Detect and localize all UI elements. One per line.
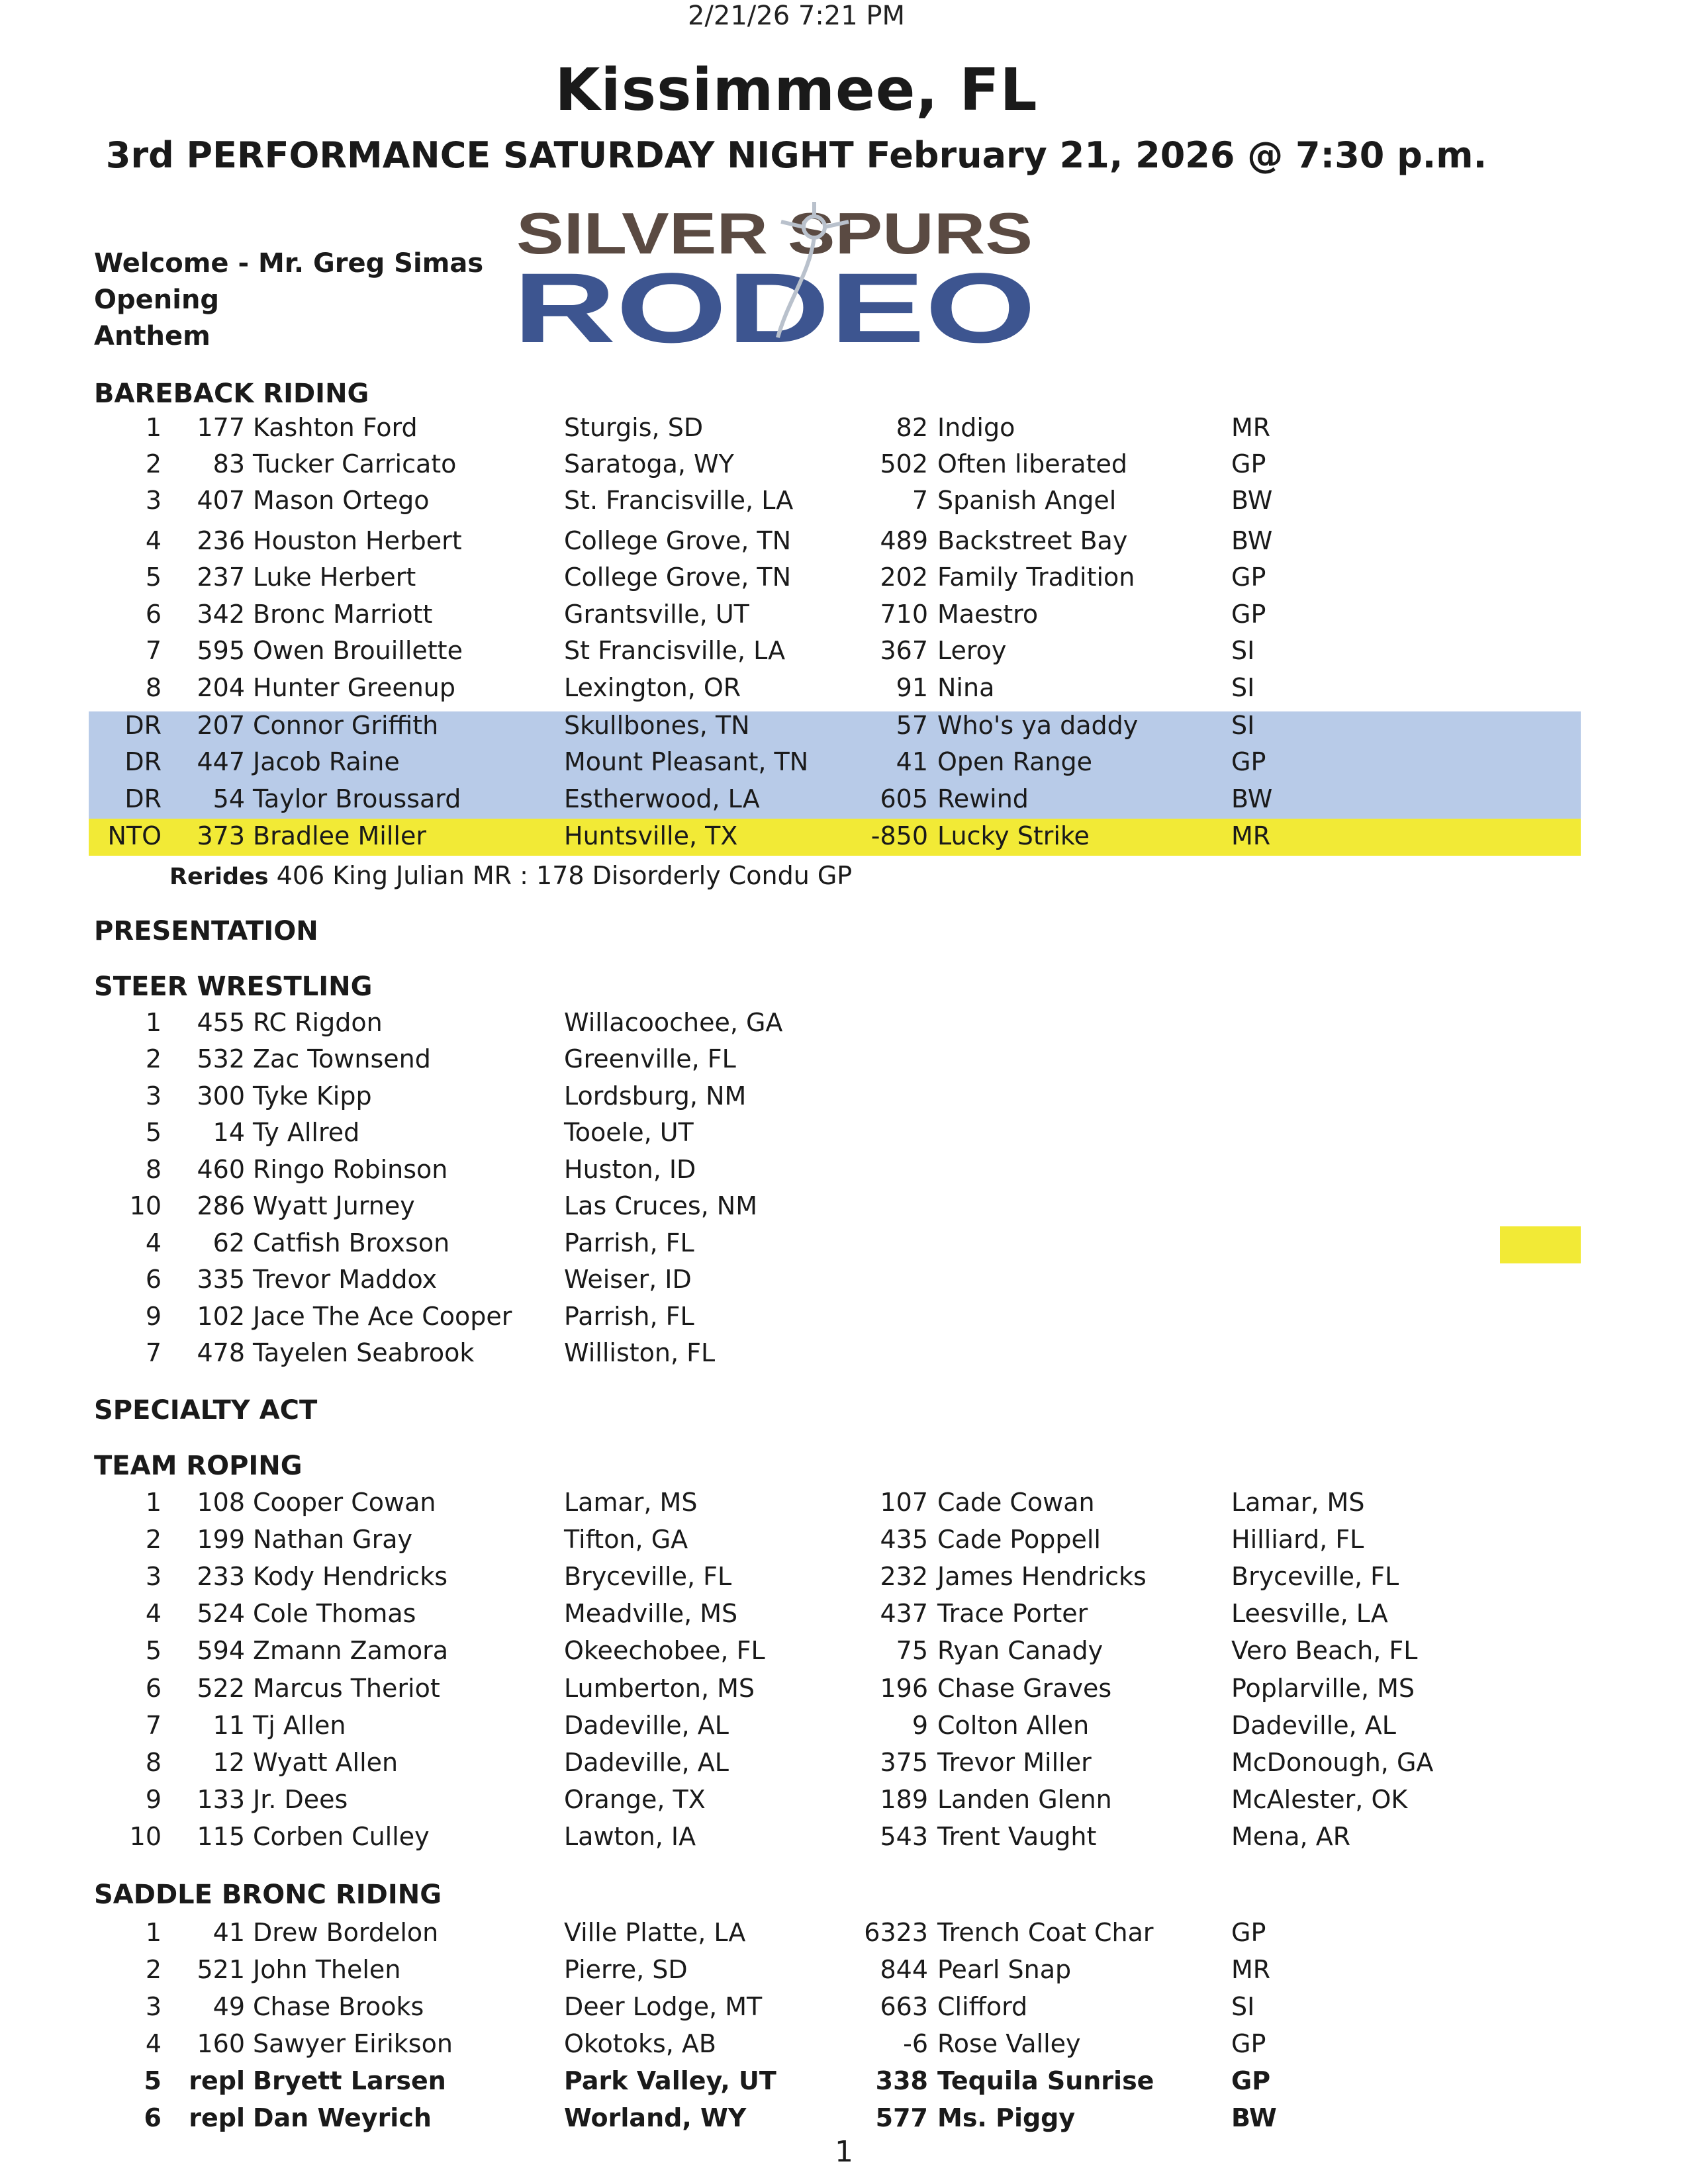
- place: 2: [145, 1955, 162, 1984]
- section-title-bareback: BAREBACK RIDING: [94, 379, 369, 409]
- place: 1: [145, 1008, 162, 1037]
- table-row: [0, 484, 1688, 517]
- table-row: [0, 1336, 1688, 1369]
- stock-number: -850: [870, 821, 928, 850]
- place: 6: [145, 600, 162, 629]
- back-number: 49: [212, 1992, 245, 2021]
- heeler-name: James Hendricks: [937, 1562, 1147, 1591]
- hometown: Okotoks, AB: [564, 2029, 716, 2058]
- place: 10: [129, 1822, 162, 1851]
- table-row: [0, 1634, 1688, 1667]
- heeler-number: 543: [880, 1822, 928, 1851]
- hometown: Tooele, UT: [564, 1118, 694, 1147]
- back-number: 532: [197, 1044, 245, 1073]
- table-row: [0, 2064, 1688, 2097]
- table-row: [0, 2027, 1688, 2060]
- table-row: [0, 745, 1688, 778]
- place: 3: [145, 1992, 162, 2021]
- contestant-name: Tyke Kipp: [253, 1081, 372, 1111]
- back-number: 41: [212, 1918, 245, 1947]
- header-name: Cooper Cowan: [253, 1488, 436, 1517]
- hometown: Mount Pleasant, TN: [564, 747, 809, 776]
- hometown: Grantsville, UT: [564, 600, 749, 629]
- place: 3: [145, 1562, 162, 1591]
- table-row: [0, 1746, 1688, 1779]
- contestant-name: Chase Brooks: [253, 1992, 424, 2021]
- table-row: [0, 1916, 1688, 1949]
- logo-line2: RODEO: [513, 252, 1036, 347]
- hometown: Saratoga, WY: [564, 449, 734, 478]
- contractor: GP: [1231, 747, 1266, 776]
- contestant-name: Jace The Ace Cooper: [253, 1302, 512, 1331]
- table-row: [0, 1153, 1688, 1186]
- stock-name: Nina: [937, 673, 995, 702]
- stock-name: Maestro: [937, 600, 1039, 629]
- place: 7: [145, 1338, 162, 1367]
- back-number: 237: [197, 563, 245, 592]
- table-row: [0, 561, 1688, 594]
- contestant-name: Zac Townsend: [253, 1044, 431, 1073]
- hometown: Parrish, FL: [564, 1228, 694, 1257]
- header-name: Corben Culley: [253, 1822, 430, 1851]
- logo-line1: SILVER SPURS: [516, 202, 1033, 266]
- table-row: [0, 782, 1688, 815]
- place: 4: [145, 526, 162, 555]
- place: 7: [145, 1711, 162, 1740]
- contestant-name: Catfish Broxson: [253, 1228, 450, 1257]
- contestant-name: Trevor Maddox: [253, 1265, 438, 1294]
- stock-name: Backstreet Bay: [937, 526, 1128, 555]
- place: 6: [145, 1674, 162, 1703]
- contestant-name: Bradlee Miller: [253, 821, 426, 850]
- hometown: St Francisville, LA: [564, 636, 786, 665]
- place: 2: [145, 1044, 162, 1073]
- place: 5: [145, 1118, 162, 1147]
- contestant-name: Wyatt Jurney: [253, 1191, 415, 1220]
- contractor: GP: [1231, 2066, 1271, 2095]
- place: 10: [129, 1191, 162, 1220]
- header-hometown: Meadville, MS: [564, 1599, 738, 1628]
- table-row: [0, 634, 1688, 667]
- contestant-name: Drew Bordelon: [253, 1918, 439, 1947]
- contestant-name: Bronc Marriott: [253, 600, 433, 629]
- rerides-line: [169, 859, 852, 893]
- contestant-name: Sawyer Eirikson: [253, 2029, 453, 2058]
- contestant-name: Jacob Raine: [253, 747, 400, 776]
- table-row: [0, 1523, 1688, 1556]
- table-row: [0, 1263, 1688, 1296]
- table-row: [0, 524, 1688, 557]
- heeler-name: Ryan Canady: [937, 1636, 1103, 1665]
- rerides-text: 406 King Julian MR : 178 Disorderly Condu GP: [268, 861, 853, 890]
- table-row: [0, 1783, 1688, 1816]
- stock-name: Ms. Piggy: [937, 2103, 1076, 2132]
- header-number: 12: [212, 1748, 245, 1777]
- back-number: 204: [197, 673, 245, 702]
- page-title: Kissimmee, FL: [555, 56, 1038, 124]
- heeler-name: Cade Poppell: [937, 1525, 1101, 1554]
- place: 8: [145, 1748, 162, 1777]
- contestant-name: Owen Brouillette: [253, 636, 463, 665]
- place: 9: [145, 1785, 162, 1814]
- table-row: [0, 1709, 1688, 1742]
- contractor: GP: [1231, 563, 1266, 592]
- heeler-name: Trent Vaught: [937, 1822, 1097, 1851]
- heeler-number: 196: [880, 1674, 928, 1703]
- heeler-hometown: Lamar, MS: [1231, 1488, 1365, 1517]
- heeler-number: 9: [912, 1711, 928, 1740]
- hometown: Worland, WY: [564, 2103, 747, 2132]
- table-row: [0, 1042, 1688, 1075]
- stock-name: Leroy: [937, 636, 1007, 665]
- header-name: Zmann Zamora: [253, 1636, 449, 1665]
- contestant-name: Ringo Robinson: [253, 1155, 448, 1184]
- back-number: 102: [197, 1302, 245, 1331]
- header-number: 594: [197, 1636, 245, 1665]
- stock-number: 844: [880, 1955, 928, 1984]
- header-name: Jr. Dees: [253, 1785, 348, 1814]
- section-title-steer-wrestling: STEER WRESTLING: [94, 972, 373, 1002]
- hometown: Pierre, SD: [564, 1955, 688, 1984]
- contractor: GP: [1231, 1918, 1266, 1947]
- header-name: Wyatt Allen: [253, 1748, 399, 1777]
- heeler-hometown: Dadeville, AL: [1231, 1711, 1396, 1740]
- section-title-specialty-act: SPECIALTY ACT: [94, 1395, 318, 1426]
- hometown: Sturgis, SD: [564, 413, 704, 442]
- place: 4: [145, 1599, 162, 1628]
- contractor: SI: [1231, 673, 1255, 702]
- place: DR: [124, 784, 162, 813]
- contestant-name: Houston Herbert: [253, 526, 462, 555]
- contractor: BW: [1231, 486, 1273, 515]
- table-row: [0, 1226, 1688, 1259]
- header-number: 11: [212, 1711, 245, 1740]
- table-row: [0, 598, 1688, 631]
- header-hometown: Orange, TX: [564, 1785, 706, 1814]
- header-hometown: Tifton, GA: [564, 1525, 688, 1554]
- table-row: [0, 819, 1688, 852]
- hometown: St. Francisville, LA: [564, 486, 794, 515]
- table-row: [0, 1079, 1688, 1113]
- table-row: [0, 709, 1688, 742]
- place: 6: [145, 1265, 162, 1294]
- heeler-name: Cade Cowan: [937, 1488, 1095, 1517]
- place: 1: [145, 1918, 162, 1947]
- place: 4: [145, 2029, 162, 2058]
- contractor: GP: [1231, 2029, 1266, 2058]
- contestant-name: Mason Ortego: [253, 486, 430, 515]
- hometown: Huston, ID: [564, 1155, 696, 1184]
- table-row: [0, 1300, 1688, 1333]
- stock-name: Family Tradition: [937, 563, 1135, 592]
- back-number: 83: [212, 449, 245, 478]
- table-row: [0, 671, 1688, 704]
- place: 6: [144, 2103, 162, 2132]
- heeler-hometown: Bryceville, FL: [1231, 1562, 1399, 1591]
- stock-name: Pearl Snap: [937, 1955, 1072, 1984]
- stock-name: Tequila Sunrise: [937, 2066, 1154, 2095]
- stock-name: Often liberated: [937, 449, 1127, 478]
- header-number: 108: [197, 1488, 245, 1517]
- contractor: MR: [1231, 413, 1271, 442]
- hometown: Park Valley, UT: [564, 2066, 776, 2095]
- back-number: 62: [212, 1228, 245, 1257]
- stock-number: 91: [896, 673, 928, 702]
- hometown: Parrish, FL: [564, 1302, 694, 1331]
- back-number: 286: [197, 1191, 245, 1220]
- stock-name: Lucky Strike: [937, 821, 1090, 850]
- table-row: [0, 1672, 1688, 1705]
- place: 3: [145, 1081, 162, 1111]
- back-number: 521: [197, 1955, 245, 1984]
- place: 2: [145, 1525, 162, 1554]
- section-title-team-roping: TEAM ROPING: [94, 1451, 303, 1481]
- place: NTO: [107, 821, 162, 850]
- table-row: [0, 1597, 1688, 1630]
- table-row: [0, 1006, 1688, 1039]
- stock-name: Rewind: [937, 784, 1029, 813]
- header-hometown: Bryceville, FL: [564, 1562, 732, 1591]
- intro-anthem: Anthem: [94, 321, 211, 351]
- stock-number: 577: [875, 2103, 928, 2132]
- table-row: [0, 1560, 1688, 1593]
- heeler-name: Landen Glenn: [937, 1785, 1112, 1814]
- place: DR: [124, 747, 162, 776]
- place: 8: [145, 1155, 162, 1184]
- hometown: Ville Platte, LA: [564, 1918, 746, 1947]
- stock-name: Indigo: [937, 413, 1015, 442]
- stock-name: Open Range: [937, 747, 1093, 776]
- header-number: 524: [197, 1599, 245, 1628]
- header-hometown: Lamar, MS: [564, 1488, 698, 1517]
- place: 9: [145, 1302, 162, 1331]
- back-number: 54: [212, 784, 245, 813]
- hometown: Weiser, ID: [564, 1265, 692, 1294]
- rerides-label: Rerides: [169, 864, 269, 890]
- silver-spurs-rodeo-logo: [510, 202, 1039, 347]
- contractor: SI: [1231, 711, 1255, 740]
- contestant-name: RC Rigdon: [253, 1008, 383, 1037]
- heeler-number: 107: [880, 1488, 928, 1517]
- contestant-name: Connor Griffith: [253, 711, 439, 740]
- heeler-number: 232: [880, 1562, 928, 1591]
- back-number: 478: [197, 1338, 245, 1367]
- table-row: [0, 2101, 1688, 2134]
- back-number: 455: [197, 1008, 245, 1037]
- header-hometown: Dadeville, AL: [564, 1711, 729, 1740]
- place: DR: [124, 711, 162, 740]
- header-name: Nathan Gray: [253, 1525, 412, 1554]
- heeler-hometown: McAlester, OK: [1231, 1785, 1408, 1814]
- header-name: Kody Hendricks: [253, 1562, 447, 1591]
- page-number: 1: [835, 2135, 853, 2169]
- table-row: [0, 447, 1688, 480]
- contestant-name: Kashton Ford: [253, 413, 418, 442]
- place: 4: [145, 1228, 162, 1257]
- contestant-name: Dan Weyrich: [253, 2103, 432, 2132]
- stock-number: 367: [880, 636, 928, 665]
- heeler-hometown: Mena, AR: [1231, 1822, 1351, 1851]
- back-number: 236: [197, 526, 245, 555]
- back-number: 335: [197, 1265, 245, 1294]
- stock-name: Spanish Angel: [937, 486, 1117, 515]
- back-number: 177: [197, 413, 245, 442]
- header-number: 115: [197, 1822, 245, 1851]
- hometown: Huntsville, TX: [564, 821, 738, 850]
- stock-number: 489: [880, 526, 928, 555]
- hometown: Deer Lodge, MT: [564, 1992, 763, 2021]
- stock-number: 663: [880, 1992, 928, 2021]
- heeler-number: 189: [880, 1785, 928, 1814]
- back-number: 300: [197, 1081, 245, 1111]
- contestant-name: Bryett Larsen: [253, 2066, 446, 2095]
- back-number: 373: [197, 821, 245, 850]
- hometown: Skullbones, TN: [564, 711, 750, 740]
- stock-number: 41: [896, 747, 928, 776]
- table-row: [0, 1820, 1688, 1853]
- heeler-hometown: Leesville, LA: [1231, 1599, 1388, 1628]
- heeler-name: Chase Graves: [937, 1674, 1112, 1703]
- table-row: [0, 1953, 1688, 1986]
- table-row: [0, 1990, 1688, 2023]
- header-number: 199: [197, 1525, 245, 1554]
- contractor: BW: [1231, 784, 1273, 813]
- contractor: GP: [1231, 449, 1266, 478]
- back-number: 595: [197, 636, 245, 665]
- stock-number: 202: [880, 563, 928, 592]
- place: 2: [145, 449, 162, 478]
- hometown: Williston, FL: [564, 1338, 716, 1367]
- place: 3: [145, 486, 162, 515]
- table-row: [0, 1486, 1688, 1519]
- heeler-name: Trevor Miller: [937, 1748, 1092, 1777]
- header-hometown: Lumberton, MS: [564, 1674, 755, 1703]
- stock-name: Trench Coat Char: [937, 1918, 1154, 1947]
- contestant-name: Hunter Greenup: [253, 673, 456, 702]
- stock-number: 57: [896, 711, 928, 740]
- heeler-number: 375: [880, 1748, 928, 1777]
- heeler-hometown: Poplarville, MS: [1231, 1674, 1415, 1703]
- back-number: 407: [197, 486, 245, 515]
- place: 5: [144, 2066, 162, 2095]
- heeler-number: 75: [896, 1636, 928, 1665]
- header-number: 133: [197, 1785, 245, 1814]
- heeler-hometown: Hilliard, FL: [1231, 1525, 1364, 1554]
- heeler-name: Colton Allen: [937, 1711, 1090, 1740]
- stock-number: 338: [875, 2066, 928, 2095]
- heeler-hometown: McDonough, GA: [1231, 1748, 1434, 1777]
- table-row: [0, 411, 1688, 444]
- section-title-saddle-bronc: SADDLE BRONC RIDING: [94, 1880, 442, 1910]
- stock-number: 82: [896, 413, 928, 442]
- stock-name: Who's ya daddy: [937, 711, 1139, 740]
- header-name: Cole Thomas: [253, 1599, 416, 1628]
- contestant-name: Tayelen Seabrook: [253, 1338, 475, 1367]
- section-title-presentation: PRESENTATION: [94, 916, 318, 946]
- stock-name: Rose Valley: [937, 2029, 1081, 2058]
- table-row: [0, 1116, 1688, 1149]
- stock-number: 605: [880, 784, 928, 813]
- header-name: Marcus Theriot: [253, 1674, 440, 1703]
- hometown: Willacoochee, GA: [564, 1008, 783, 1037]
- table-row: [0, 1189, 1688, 1222]
- contractor: SI: [1231, 1992, 1255, 2021]
- hometown: College Grove, TN: [564, 526, 792, 555]
- hometown: Greenville, FL: [564, 1044, 736, 1073]
- back-number: 14: [212, 1118, 245, 1147]
- heeler-name: Trace Porter: [937, 1599, 1088, 1628]
- contractor: BW: [1231, 2103, 1277, 2132]
- back-number: 160: [197, 2029, 245, 2058]
- back-number: repl: [189, 2066, 245, 2095]
- contractor: MR: [1231, 1955, 1271, 1984]
- heeler-number: 437: [880, 1599, 928, 1628]
- stock-number: 710: [880, 600, 928, 629]
- contractor: MR: [1231, 821, 1271, 850]
- place: 8: [145, 673, 162, 702]
- heeler-number: 435: [880, 1525, 928, 1554]
- contestant-name: Taylor Broussard: [253, 784, 461, 813]
- back-number: 207: [197, 711, 245, 740]
- print-timestamp: 2/21/26 7:21 PM: [687, 1, 906, 31]
- stock-number: 6323: [864, 1918, 928, 1947]
- place: 1: [145, 1488, 162, 1517]
- header-hometown: Dadeville, AL: [564, 1748, 729, 1777]
- back-number: 460: [197, 1155, 245, 1184]
- header-hometown: Okeechobee, FL: [564, 1636, 765, 1665]
- stock-name: Clifford: [937, 1992, 1028, 2021]
- performance-subtitle: 3rd PERFORMANCE SATURDAY NIGHT February 21, 2026 @ 7:30 p.m.: [105, 134, 1487, 176]
- stock-number: -6: [903, 2029, 928, 2058]
- contractor: GP: [1231, 600, 1266, 629]
- contractor: BW: [1231, 526, 1273, 555]
- intro-opening: Opening: [94, 285, 220, 315]
- heeler-hometown: Vero Beach, FL: [1231, 1636, 1418, 1665]
- contestant-name: Ty Allred: [253, 1118, 360, 1147]
- hometown: Lexington, OR: [564, 673, 741, 702]
- place: 1: [145, 413, 162, 442]
- place: 5: [145, 563, 162, 592]
- hometown: College Grove, TN: [564, 563, 792, 592]
- contractor: SI: [1231, 636, 1255, 665]
- back-number: 447: [197, 747, 245, 776]
- header-number: 522: [197, 1674, 245, 1703]
- header-name: Tj Allen: [253, 1711, 346, 1740]
- contestant-name: Tucker Carricato: [253, 449, 457, 478]
- stock-number: 502: [880, 449, 928, 478]
- back-number: repl: [189, 2103, 245, 2132]
- intro-welcome: Welcome - Mr. Greg Simas: [94, 248, 484, 279]
- place: 7: [145, 636, 162, 665]
- hometown: Las Cruces, NM: [564, 1191, 758, 1220]
- hometown: Estherwood, LA: [564, 784, 760, 813]
- back-number: 342: [197, 600, 245, 629]
- header-hometown: Lawton, IA: [564, 1822, 696, 1851]
- stock-number: 7: [912, 486, 928, 515]
- header-number: 233: [197, 1562, 245, 1591]
- place: 5: [145, 1636, 162, 1665]
- contestant-name: John Thelen: [253, 1955, 401, 1984]
- contestant-name: Luke Herbert: [253, 563, 416, 592]
- hometown: Lordsburg, NM: [564, 1081, 747, 1111]
